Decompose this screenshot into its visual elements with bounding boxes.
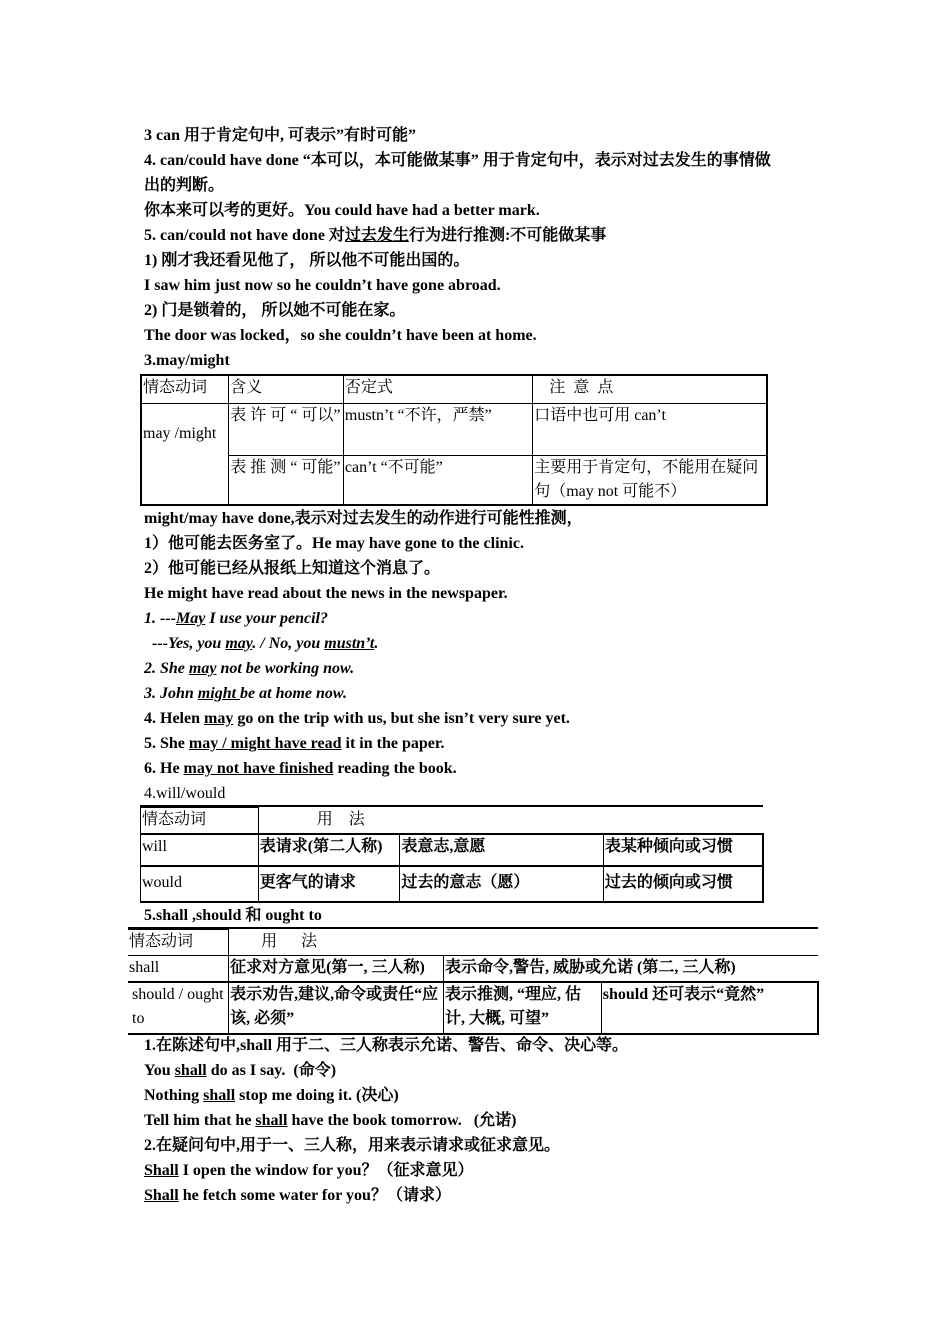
- text-line: might/may have done,表示对过去发生的动作进行可能性推测，: [144, 510, 583, 527]
- table-header: 注 意 点: [533, 375, 767, 403]
- text-line: The door was locked，so she couldn’t have been at home.: [144, 327, 537, 344]
- text-line: I saw him just now so he couldn’t have gone abroad.: [144, 277, 501, 294]
- text-line: [144, 1161, 474, 1181]
- underlined-text: may: [188, 660, 217, 677]
- table-cell: can’t “不可能”: [343, 455, 532, 505]
- text-fragment: 5. can/could not have done 对: [144, 227, 345, 244]
- text-line: [144, 226, 606, 246]
- table-cell: should / ought to: [128, 982, 229, 1034]
- text-fragment: I use your pencil?: [205, 610, 328, 627]
- table-cell: 过去的倾向或习惯: [603, 866, 763, 902]
- underlined-text: shall: [203, 1087, 236, 1104]
- underlined-text: might: [197, 685, 241, 702]
- example-line: [144, 634, 378, 654]
- table-cell: shall: [128, 956, 229, 982]
- underlined-text: may not have finished: [183, 760, 334, 777]
- text-fragment: be at home now.: [240, 685, 347, 702]
- example-line: [144, 659, 354, 679]
- text-line: 3.may/might: [144, 352, 230, 369]
- text-fragment: 行为进行推测:不可能做某事: [408, 227, 607, 244]
- underlined-text: may: [225, 635, 253, 652]
- text-fragment: not be working now.: [216, 660, 355, 677]
- table-cell: 征求对方意见(第一, 三人称): [229, 956, 444, 982]
- text-fragment: .: [374, 635, 379, 652]
- table-header: 用 法: [229, 930, 818, 956]
- table-cell: should 还可表示“竟然”: [601, 982, 818, 1034]
- example-line: [144, 734, 444, 754]
- text-line: 2.在疑问句中,用于一、三人称，用来表示请求或征求意见。: [144, 1137, 561, 1154]
- text-fragment: 4. Helen: [144, 710, 204, 727]
- text-line: [144, 1086, 399, 1106]
- text-fragment: Nothing: [144, 1087, 204, 1104]
- underlined-text: mustn’t: [324, 635, 375, 652]
- section-title: 5.shall ,should 和 ought to: [144, 907, 322, 924]
- text-fragment: 6. He: [144, 760, 184, 777]
- text-fragment: I open the window for you？（征求意见）: [178, 1162, 474, 1179]
- text-fragment: ---Yes, you: [144, 635, 226, 652]
- example-line: [144, 759, 457, 779]
- table-cell: 口语中也可用 can’t: [533, 403, 767, 455]
- example-line: [144, 684, 347, 704]
- table-cell: 表示命令,警告, 威胁或允诺 (第二, 三人称): [444, 956, 818, 982]
- text-fragment: he fetch some water for you？（请求）: [178, 1187, 451, 1204]
- text-line: 出的判断。: [144, 177, 225, 194]
- table-header: 否定式: [343, 375, 532, 403]
- table-cell: 表示推测, “理应, 估计, 大概, 可望”: [444, 982, 602, 1034]
- text-line: [144, 1186, 451, 1206]
- table-cell: 更客气的请求: [258, 866, 400, 902]
- text-line: 1) 刚才我还看见他了， 所以他不可能出国的。: [144, 252, 470, 269]
- text-fragment: 5. She: [144, 735, 189, 752]
- table-cell: 表 许 可 “ 可以”: [229, 403, 344, 455]
- section-title: 4.will/would: [144, 785, 226, 802]
- text-fragment: . / No, you: [252, 635, 325, 652]
- text-fragment: it in the paper.: [341, 735, 445, 752]
- underlined-text: Shall: [144, 1187, 179, 1204]
- text-line: 你本来可以考的更好。You could have had a better mark.: [144, 202, 540, 219]
- table-cell-verb: may /might: [141, 403, 229, 505]
- text-line: 1.在陈述句中,shall 用于二、三人称表示允诺、警告、命令、决心等。: [144, 1037, 629, 1054]
- may-might-table: [140, 374, 768, 506]
- table-cell: 过去的意志（愿）: [400, 866, 604, 902]
- table-header: 情态动词: [141, 375, 229, 403]
- text-fragment: reading the book.: [333, 760, 457, 777]
- text-line: 3 can 用于肯定句中, 可表示”有时可能”: [144, 127, 417, 144]
- example-line: [144, 609, 328, 629]
- table-header: 用 法: [258, 808, 763, 834]
- underlined-text: shall: [174, 1062, 207, 1079]
- text-line: [144, 1111, 516, 1131]
- text-fragment: 3. John: [144, 685, 198, 702]
- underlined-text: Shall: [144, 1162, 179, 1179]
- text-line: 1）他可能去医务室了。He may have gone to the clinic.: [144, 535, 524, 552]
- table-cell: will: [141, 834, 259, 866]
- text-fragment: go on the trip with us, but she isn’t very sure yet.: [233, 710, 570, 727]
- shall-should-table: [128, 929, 819, 1035]
- text-fragment: stop me doing it. (决心): [235, 1087, 399, 1104]
- text-fragment: 2. She: [144, 660, 189, 677]
- underlined-text: May: [175, 610, 206, 627]
- text-fragment: Tell him that he: [144, 1112, 256, 1129]
- table-cell: 表 推 测 “ 可能”: [229, 455, 344, 505]
- example-line: [144, 709, 570, 729]
- table-header: 情态动词: [128, 930, 229, 956]
- table-header: 情态动词: [141, 808, 259, 834]
- text-fragment: do as I say. (命令): [206, 1062, 337, 1079]
- table-cell: 表示劝告,建议,命令或责任“应该, 必须”: [229, 982, 444, 1034]
- table-cell: mustn’t “不许，严禁”: [343, 403, 532, 455]
- text-fragment: 1. ---: [144, 610, 176, 627]
- underlined-text: may: [204, 710, 234, 727]
- text-line: 2）他可能已经从报纸上知道这个消息了。: [144, 560, 441, 577]
- will-would-table: [140, 807, 764, 903]
- text-fragment: You: [144, 1062, 175, 1079]
- table-cell: would: [141, 866, 259, 902]
- table-header: 含义: [229, 375, 344, 403]
- text-line: He might have read about the news in the newspaper.: [144, 585, 508, 602]
- table-cell: 主要用于肯定句，不能用在疑问句（may not 可能不）: [533, 455, 767, 505]
- text-line: [144, 1061, 336, 1081]
- text-line: 4. can/could have done “本可以，本可能做某事” 用于肯定句中，表示对过去发生的事情做: [144, 152, 771, 169]
- underlined-text: shall: [255, 1112, 288, 1129]
- table-cell: 表意志,意愿: [400, 834, 604, 866]
- table-cell: 表某种倾向或习惯: [603, 834, 763, 866]
- underlined-text: may / might have read: [188, 735, 342, 752]
- underlined-text: 过去发生: [344, 227, 409, 244]
- text-line: 2) 门是锁着的， 所以她不可能在家。: [144, 302, 406, 319]
- table-cell: 表请求(第二人称): [258, 834, 400, 866]
- text-fragment: have the book tomorrow. (允诺): [287, 1112, 517, 1129]
